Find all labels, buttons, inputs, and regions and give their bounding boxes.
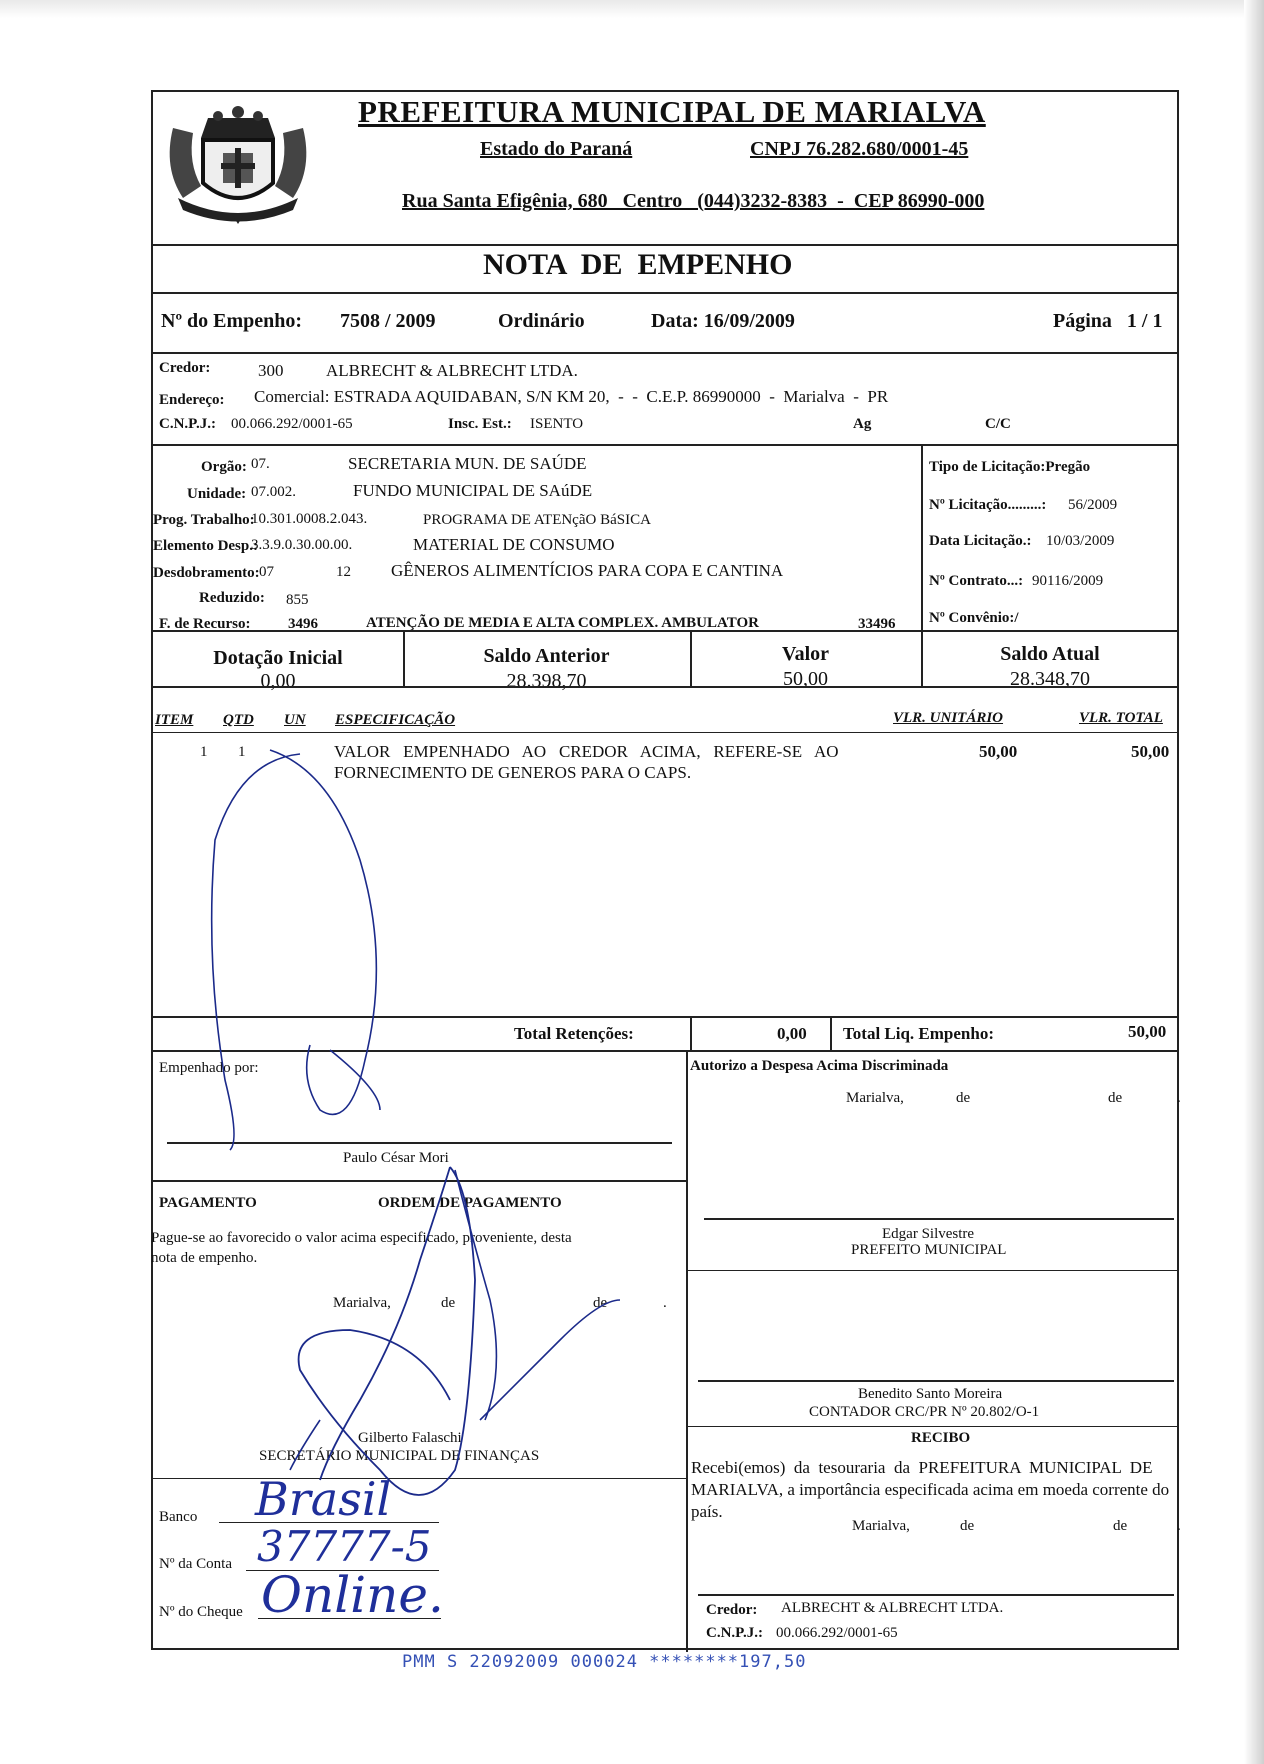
secretario-role: SECRETÁRIO MUNICIPAL DE FINANÇAS [259, 1448, 540, 1464]
dotacao-inicial-label: Dotação Inicial [213, 647, 343, 669]
col-vlr-total: VLR. TOTAL [1079, 710, 1163, 726]
autorizo-de-1: de [956, 1090, 971, 1106]
unidade-code: 07.002. [251, 484, 296, 500]
prefeito-name: Edgar Silvestre [882, 1226, 975, 1242]
elemento-label: Elemento Desp.: [153, 538, 258, 554]
orgao-code: 07. [251, 456, 270, 472]
unidade-name: FUNDO MUNICIPAL DE SAúDE [353, 481, 593, 500]
prefeito-role: PREFEITO MUNICIPAL [851, 1242, 1007, 1258]
recibo-credor-label: Credor: [706, 1602, 758, 1618]
autorizo-dot: . [1177, 1090, 1181, 1106]
divider [686, 1270, 1179, 1271]
fonte-recurso-code: 3496 [288, 616, 318, 632]
divider [153, 244, 1179, 246]
credor-name: ALBRECHT & ALBRECHT LTDA. [326, 361, 578, 380]
convenio-label: Nº Convênio:/ [929, 610, 1019, 626]
conta-label: Nº da Conta [159, 1556, 232, 1572]
dotacao-inicial-value: 0,00 [260, 670, 296, 692]
col-especificacao: ESPECIFICAÇÃO [335, 712, 456, 728]
recibo-text-line3: país. [691, 1502, 723, 1521]
recibo-de-1: de [960, 1518, 975, 1534]
autorizo-label: Autorizo a Despesa Acima Discriminada [690, 1058, 949, 1074]
page-edge [0, 0, 1264, 18]
elemento-name: MATERIAL DE CONSUMO [413, 535, 615, 554]
empenho-date: Data: 16/09/2009 [651, 310, 795, 332]
prog-trabalho-code: 10.301.0008.2.043. [251, 511, 368, 527]
item-unit-value: 50,00 [979, 742, 1018, 761]
item-number: 1 [200, 744, 208, 760]
contrato-number: 90116/2009 [1032, 573, 1104, 589]
cheque-label: Nº do Cheque [159, 1604, 243, 1620]
banco-handwritten: Brasil [255, 1472, 392, 1526]
pagamento-text-line1: Pague-se ao favorecido o valor acima especificado, proveniente, desta [151, 1230, 572, 1246]
credor-label: Credor: [159, 360, 211, 376]
insc-value: ISENTO [530, 416, 584, 432]
recibo-de-2: de [1113, 1518, 1128, 1534]
elemento-code: 3.3.9.0.30.00.00. [251, 537, 353, 553]
agencia-label: Ag [853, 416, 872, 432]
licitacao-date-label: Data Licitação.: [929, 533, 1032, 549]
recibo-dot: . [1177, 1518, 1181, 1534]
divider [153, 1478, 686, 1479]
saldo-atual-value: 28.348,70 [1010, 668, 1090, 690]
ordem-pagamento-title: ORDEM DE PAGAMENTO [378, 1195, 562, 1211]
divider-vertical [690, 1016, 692, 1050]
credor-code: 300 [258, 361, 284, 380]
total-retencoes-value: 0,00 [777, 1024, 807, 1043]
signature-line [698, 1594, 1174, 1596]
desdobramento-sub: 12 [336, 564, 351, 580]
recibo-title: RECIBO [911, 1430, 971, 1446]
licitacao-date: 10/03/2009 [1046, 533, 1115, 549]
doc-title: NOTA DE EMPENHO [483, 248, 793, 281]
divider [686, 1426, 1179, 1427]
divider [153, 292, 1179, 294]
desdobramento-code: 07 [259, 564, 274, 580]
total-liquido-value: 50,00 [1128, 1022, 1167, 1041]
cnpj-label: C.N.P.J.: [159, 416, 216, 432]
divider-vertical [921, 444, 923, 630]
recibo-city: Marialva, [852, 1518, 910, 1534]
municipal-coat-of-arms-icon [163, 98, 313, 228]
banco-label: Banco [159, 1509, 198, 1525]
valor-label: Valor [781, 643, 830, 665]
pagamento-de-2: de [593, 1295, 608, 1311]
mechanical-stamp: PMM S 22092009 000024 ********197,50 [402, 1652, 807, 1672]
empenho-number: 7508 / 2009 [340, 310, 436, 332]
recibo-text-line2: MARIALVA, a importância especificada acima em moeda corrente do [691, 1480, 1170, 1499]
conta-corrente-label: C/C [985, 416, 1011, 432]
header-cnpj: CNPJ 76.282.680/0001-45 [750, 138, 969, 160]
empenhado-por-label: Empenhado por: [159, 1060, 259, 1076]
col-vlr-unitario: VLR. UNITÁRIO [893, 710, 1004, 726]
prog-trabalho-label: Prog. Trabalho: [153, 512, 255, 528]
conta-handwritten: 37777-5 [257, 1522, 432, 1571]
page-number: Página 1 / 1 [1053, 310, 1163, 332]
autorizo-de-2: de [1108, 1090, 1123, 1106]
saldo-atual-label: Saldo Atual [1000, 643, 1100, 665]
divider [153, 444, 1179, 446]
nota-de-empenho-form [151, 90, 1179, 1650]
recibo-cnpj-label: C.N.P.J.: [706, 1625, 763, 1641]
licitacao-number: 56/2009 [1068, 497, 1118, 513]
total-retencoes-label: Total Retenções: [514, 1024, 634, 1043]
item-qtd: 1 [238, 744, 246, 760]
signature-line [698, 1380, 1174, 1382]
reduzido-label: Reduzido: [199, 590, 265, 606]
prog-trabalho-name: PROGRAMA DE ATENçãO BáSICA [423, 512, 651, 528]
divider-vertical [830, 1016, 832, 1050]
divider-vertical [686, 1050, 688, 1652]
endereco-value: Comercial: ESTRADA AQUIDABAN, S/N KM 20, - - C.E.P. 86990000 - Marialva - PR [254, 387, 889, 406]
header-state: Estado do Paraná [480, 138, 633, 160]
orgao-name: SECRETARIA MUN. DE SAÚDE [348, 454, 587, 473]
divider [153, 686, 1179, 688]
orgao-label: Orgão: [201, 459, 247, 475]
header-title: PREFEITURA MUNICIPAL DE MARIALVA [358, 94, 986, 129]
divider [153, 352, 1179, 354]
cnpj-value: 00.066.292/0001-65 [231, 416, 353, 432]
signature-line [167, 1142, 672, 1144]
valor-value: 50,00 [783, 668, 828, 690]
desdobramento-name: GÊNEROS ALIMENTÍCIOS PARA COPA E CANTINA [391, 561, 784, 580]
item-description-line2: FORNECIMENTO DE GENEROS PARA O CAPS. [334, 763, 692, 782]
secretario-name: Gilberto Falaschi [358, 1430, 462, 1446]
saldo-anterior-label: Saldo Anterior [483, 645, 610, 667]
signature-line [704, 1218, 1174, 1220]
empenho-label: Nº do Empenho: [161, 310, 303, 332]
pagamento-label: PAGAMENTO [159, 1195, 257, 1211]
contador-name: Benedito Santo Moreira [858, 1386, 1003, 1402]
unidade-label: Unidade: [187, 486, 247, 502]
licitacao-number-label: Nº Licitação.........: [929, 497, 1047, 513]
pagamento-city: Marialva, [333, 1295, 391, 1311]
fonte-recurso-full-code: 33496 [858, 616, 896, 632]
item-total-value: 50,00 [1131, 742, 1170, 761]
tipo-licitacao: Tipo de Licitação:Pregão [929, 459, 1091, 475]
fonte-recurso-name: ATENÇÃO DE MEDIA E ALTA COMPLEX. AMBULATOR [366, 615, 759, 631]
reduzido-value: 855 [286, 592, 309, 608]
divider [153, 1180, 686, 1182]
item-description-line1: VALOR EMPENHADO AO CREDOR ACIMA, REFERE-SE AO [334, 742, 839, 761]
autorizo-city: Marialva, [846, 1090, 904, 1106]
empenhado-por-signer: Paulo César Mori [343, 1150, 449, 1166]
page-edge-shadow [1244, 0, 1264, 1764]
divider [153, 1016, 1179, 1018]
recibo-credor-value: ALBRECHT & ALBRECHT LTDA. [781, 1600, 1004, 1616]
pagamento-de-1: de [441, 1295, 456, 1311]
contrato-label: Nº Contrato...: [929, 573, 1024, 589]
desdobramento-label: Desdobramento: [153, 565, 260, 581]
recibo-text-line1: Recebi(emos) da tesouraria da PREFEITURA MUNICIPAL DE [691, 1458, 1153, 1477]
divider [153, 1050, 1179, 1052]
endereco-label: Endereço: [159, 392, 225, 408]
insc-label: Insc. Est.: [448, 416, 512, 432]
saldo-anterior-value: 28.398,70 [506, 670, 587, 692]
col-item: ITEM [155, 712, 194, 728]
col-qtd: QTD [223, 712, 254, 728]
col-un: UN [284, 712, 306, 728]
header-address: Rua Santa Efigênia, 680 Centro (044)3232-8383 - CEP 86990-000 [402, 190, 985, 212]
total-liquido-label: Total Liq. Empenho: [843, 1024, 994, 1043]
fonte-recurso-label: F. de Recurso: [159, 616, 251, 632]
pagamento-dot: . [663, 1295, 667, 1311]
contador-role: CONTADOR CRC/PR Nº 20.802/O-1 [809, 1404, 1040, 1420]
pagamento-text-line2: nota de empenho. [151, 1250, 258, 1266]
divider [153, 732, 1179, 733]
recibo-cnpj-value: 00.066.292/0001-65 [776, 1625, 898, 1641]
cheque-handwritten: Online. [261, 1566, 444, 1624]
divider [153, 630, 1179, 632]
empenho-type: Ordinário [498, 310, 585, 332]
